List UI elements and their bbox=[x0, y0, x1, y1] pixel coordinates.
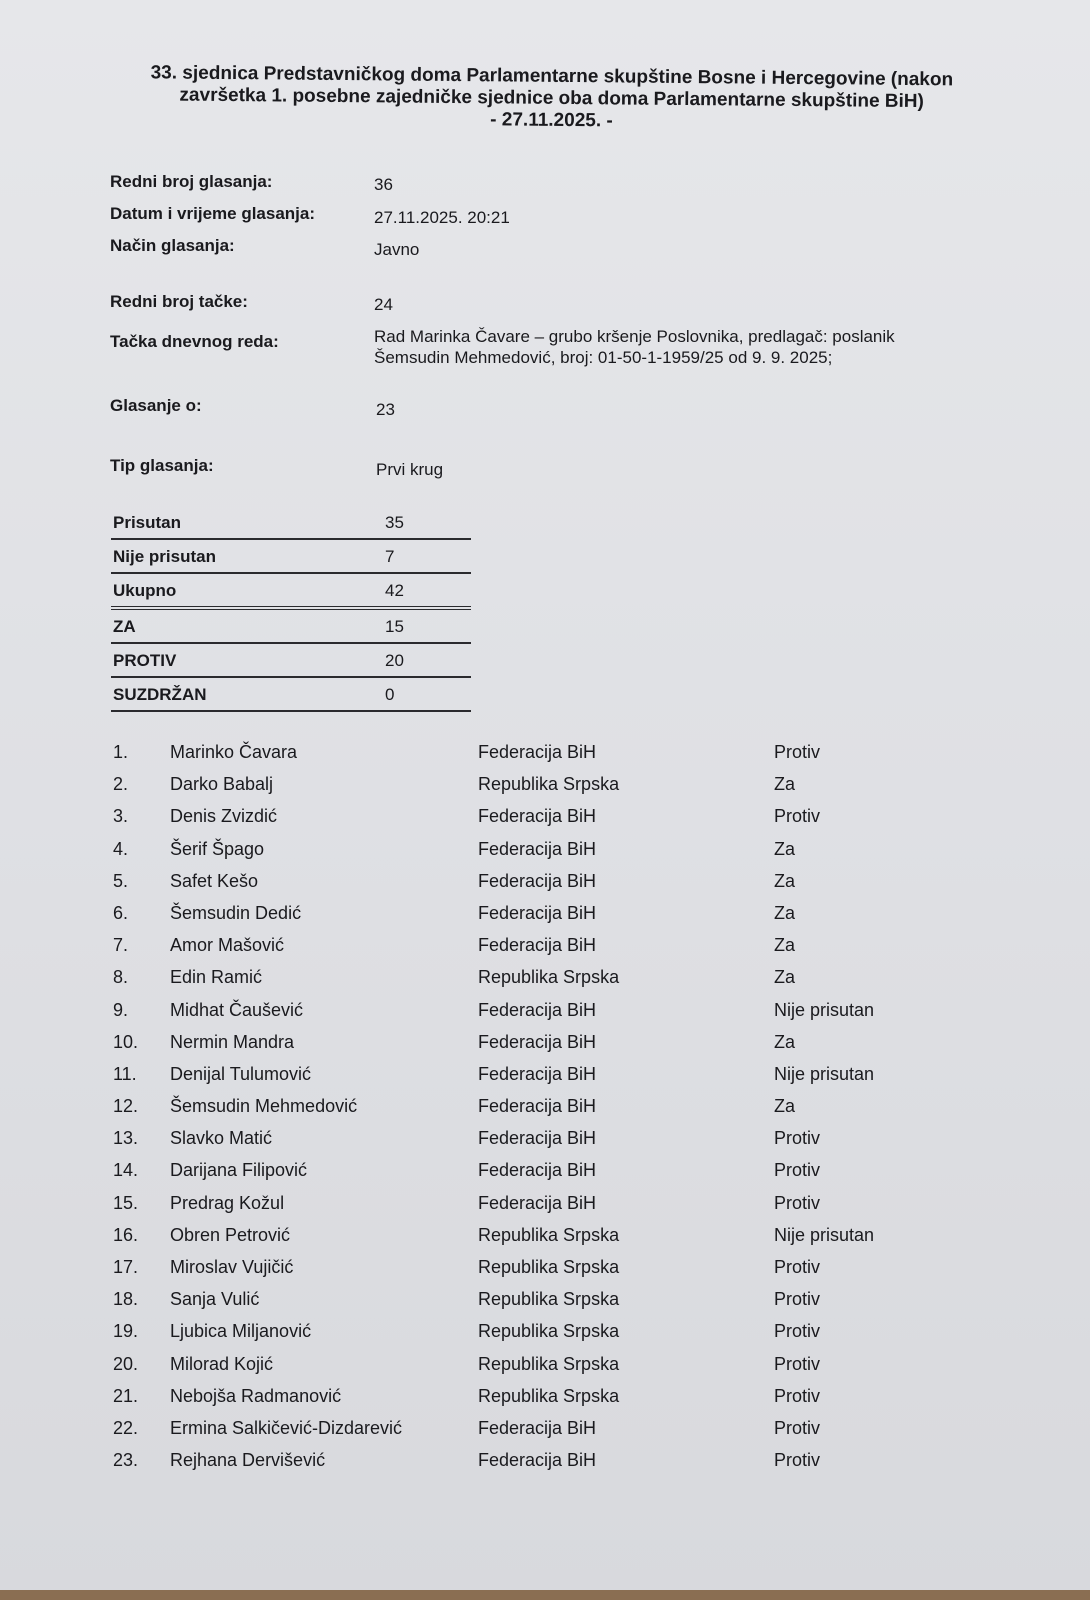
deputy-vote: Za bbox=[774, 1096, 796, 1117]
totals-value: 20 bbox=[385, 651, 404, 670]
deputy-vote: Protiv bbox=[774, 1289, 821, 1310]
deputy-vote: Protiv bbox=[774, 1417, 821, 1438]
vote-number: 19. bbox=[113, 1321, 139, 1342]
meta-value: 36 bbox=[374, 175, 393, 194]
vote-number: 3. bbox=[113, 806, 129, 827]
vote-number: 15. bbox=[113, 1192, 139, 1213]
meta-value: Javno bbox=[374, 240, 420, 259]
meta-value bbox=[374, 326, 895, 368]
vote-number: 7. bbox=[113, 935, 129, 956]
meta-value: 23 bbox=[376, 400, 395, 419]
deputy-vote: Za bbox=[774, 935, 796, 956]
deputy-entity: Federacija BiH bbox=[478, 870, 597, 891]
deputy-entity: Federacija BiH bbox=[478, 806, 597, 827]
vote-row bbox=[110, 1418, 1010, 1450]
deputy-name: Obren Petrović bbox=[170, 1224, 291, 1245]
totals-label: Nije prisutan bbox=[113, 547, 216, 566]
vote-row bbox=[110, 935, 1010, 967]
meta-label: Glasanje o: bbox=[110, 396, 202, 415]
deputy-entity: Republika Srpska bbox=[478, 967, 620, 988]
vote-number: 9. bbox=[113, 999, 129, 1020]
totals-label: ZA bbox=[113, 617, 136, 636]
deputy-entity: Republika Srpska bbox=[478, 1289, 620, 1310]
vote-number: 12. bbox=[113, 1096, 139, 1117]
vote-row bbox=[110, 871, 1010, 903]
deputy-entity: Federacija BiH bbox=[478, 1063, 597, 1084]
vote-row bbox=[110, 742, 1010, 774]
vote-row bbox=[110, 1354, 1010, 1386]
vote-row bbox=[110, 806, 1010, 838]
deputy-entity: Federacija BiH bbox=[478, 999, 597, 1020]
vote-number: 11. bbox=[113, 1063, 137, 1084]
vote-row bbox=[110, 1257, 1010, 1289]
vote-number: 20. bbox=[113, 1353, 139, 1374]
deputy-vote: Protiv bbox=[774, 1257, 821, 1277]
deputy-name: Denijal Tulumović bbox=[170, 1063, 312, 1084]
deputy-name: Predrag Kožul bbox=[170, 1192, 285, 1213]
meta-label: Tačka dnevnog reda: bbox=[110, 332, 279, 351]
deputy-name: Midhat Čaušević bbox=[170, 999, 304, 1020]
totals-row bbox=[111, 644, 471, 678]
vote-row bbox=[110, 1000, 1010, 1032]
vote-row bbox=[110, 1128, 1010, 1160]
deputy-entity: Federacija BiH bbox=[478, 742, 597, 762]
deputy-vote: Protiv bbox=[774, 1160, 821, 1181]
meta-label: Redni broj tačke: bbox=[110, 292, 248, 311]
vote-row bbox=[110, 774, 1010, 806]
vote-row bbox=[110, 1450, 1010, 1482]
vote-number: 21. bbox=[113, 1385, 139, 1406]
deputy-vote: Za bbox=[774, 838, 796, 859]
deputy-name: Denis Zvizdić bbox=[170, 806, 278, 827]
deputy-name: Edin Ramić bbox=[170, 967, 263, 988]
deputy-vote: Protiv bbox=[774, 1192, 821, 1213]
vote-row bbox=[110, 1386, 1010, 1418]
deputy-name: Milorad Kojić bbox=[170, 1353, 274, 1374]
vote-row bbox=[110, 967, 1010, 999]
deputy-entity: Federacija BiH bbox=[478, 935, 597, 956]
deputy-vote: Protiv bbox=[774, 1385, 821, 1406]
table-edge bbox=[0, 1590, 1090, 1600]
header-line-3: - 27.11.2025. - bbox=[490, 109, 613, 132]
vote-number: 23. bbox=[113, 1450, 139, 1471]
totals-row bbox=[111, 678, 471, 712]
totals-label: PROTIV bbox=[113, 651, 177, 670]
totals-value: 7 bbox=[385, 547, 395, 566]
deputy-name: Ljubica Miljanović bbox=[170, 1321, 312, 1342]
agenda-line-1: Rad Marinka Čavare – grubo kršenje Poslovnika, predlagač: poslanik bbox=[374, 327, 895, 346]
deputy-entity: Federacija BiH bbox=[478, 1450, 597, 1471]
deputy-name: Šemsudin Mehmedović bbox=[170, 1096, 358, 1117]
deputy-name: Šerif Špago bbox=[170, 838, 265, 859]
deputy-vote: Protiv bbox=[774, 806, 821, 827]
vote-number: 6. bbox=[113, 902, 129, 923]
deputy-name: Sanja Vulić bbox=[170, 1289, 260, 1310]
vote-row bbox=[110, 1160, 1010, 1192]
totals-row bbox=[111, 610, 471, 644]
meta-label: Redni broj glasanja: bbox=[110, 172, 273, 191]
deputy-entity: Republika Srpska bbox=[478, 1321, 620, 1342]
vote-row bbox=[110, 1096, 1010, 1128]
meta-value: 24 bbox=[374, 295, 393, 314]
totals-value: 35 bbox=[385, 513, 404, 532]
deputy-vote: Za bbox=[774, 967, 796, 988]
header-line-1: 33. sjednica Predstavničkog doma Parlamentarne skupštine Bosne i Hercegovine (nakon bbox=[150, 62, 954, 91]
deputy-vote: Nije prisutan bbox=[774, 1063, 875, 1084]
deputy-entity: Federacija BiH bbox=[478, 1096, 597, 1117]
deputy-entity: Federacija BiH bbox=[478, 1417, 597, 1438]
vote-row bbox=[110, 1321, 1010, 1353]
meta-label: Način glasanja: bbox=[110, 236, 235, 255]
deputy-name: Darko Babalj bbox=[170, 774, 274, 795]
deputy-name: Safet Kešo bbox=[170, 870, 259, 891]
deputy-name: Nermin Mandra bbox=[170, 1031, 295, 1052]
deputy-vote: Za bbox=[774, 774, 796, 795]
vote-row bbox=[110, 1193, 1010, 1225]
deputy-entity: Federacija BiH bbox=[478, 1128, 597, 1149]
vote-row bbox=[110, 1289, 1010, 1321]
vote-row bbox=[110, 1064, 1010, 1096]
totals-table bbox=[111, 513, 471, 712]
vote-row bbox=[110, 1225, 1010, 1257]
vote-number: 10. bbox=[113, 1031, 139, 1052]
deputy-vote: Za bbox=[774, 870, 796, 891]
deputy-entity: Republika Srpska bbox=[478, 1385, 620, 1406]
deputy-entity: Republika Srpska bbox=[478, 1257, 620, 1277]
meta-label: Tip glasanja: bbox=[110, 456, 214, 475]
vote-number: 8. bbox=[113, 967, 129, 988]
deputy-vote: Protiv bbox=[774, 1450, 821, 1471]
deputy-name: Miroslav Vujičić bbox=[170, 1257, 294, 1277]
vote-row bbox=[110, 839, 1010, 871]
vote-number: 16. bbox=[113, 1224, 139, 1245]
vote-number: 22. bbox=[113, 1417, 139, 1438]
vote-number: 4. bbox=[113, 838, 129, 859]
vote-number: 18. bbox=[113, 1289, 139, 1310]
deputy-name: Rejhana Dervišević bbox=[170, 1450, 326, 1471]
deputy-entity: Federacija BiH bbox=[478, 1192, 597, 1213]
deputy-entity: Federacija BiH bbox=[478, 902, 597, 923]
vote-number: 5. bbox=[113, 870, 129, 891]
totals-label: SUZDRŽAN bbox=[113, 685, 207, 704]
vote-number: 1. bbox=[113, 742, 129, 762]
meta-value: Prvi krug bbox=[376, 460, 444, 479]
vote-row bbox=[110, 1032, 1010, 1064]
deputy-name: Šemsudin Dedić bbox=[170, 902, 302, 923]
deputy-vote: Nije prisutan bbox=[774, 999, 875, 1020]
deputy-name: Nebojša Radmanović bbox=[170, 1385, 342, 1406]
deputy-vote: Protiv bbox=[774, 1321, 821, 1342]
deputy-name: Slavko Matić bbox=[170, 1128, 273, 1149]
deputy-vote: Protiv bbox=[774, 1353, 821, 1374]
totals-value: 0 bbox=[385, 685, 395, 704]
totals-label: Ukupno bbox=[113, 581, 177, 600]
vote-number: 14. bbox=[113, 1160, 139, 1181]
deputy-entity: Federacija BiH bbox=[478, 1031, 597, 1052]
totals-row bbox=[111, 540, 471, 574]
totals-label: Prisutan bbox=[113, 513, 182, 532]
vote-number: 17. bbox=[113, 1257, 139, 1277]
agenda-line-2: Šemsudin Mehmedović, broj: 01-50-1-1959/25 od 9. 9. 2025; bbox=[374, 348, 833, 367]
vote-number: 13. bbox=[113, 1128, 139, 1149]
deputy-name: Darijana Filipović bbox=[170, 1160, 308, 1181]
deputy-vote: Za bbox=[774, 1031, 796, 1052]
vote-row bbox=[110, 903, 1010, 935]
deputy-entity: Republika Srpska bbox=[478, 1224, 620, 1245]
meta-value: 27.11.2025. 20:21 bbox=[374, 208, 510, 227]
deputy-vote: Za bbox=[774, 902, 796, 923]
deputy-vote: Protiv bbox=[774, 742, 821, 762]
vote-number: 2. bbox=[113, 774, 129, 795]
deputy-vote: Protiv bbox=[774, 1128, 821, 1149]
header-line-2: završetka 1. posebne zajedničke sjednice oba doma Parlamentarne skupštine BiH) bbox=[179, 84, 924, 113]
document-header bbox=[111, 62, 992, 136]
totals-value: 15 bbox=[385, 617, 404, 636]
deputy-entity: Federacija BiH bbox=[478, 838, 597, 859]
deputy-name: Ermina Salkičević-Dizdarević bbox=[170, 1417, 403, 1438]
deputy-entity: Federacija BiH bbox=[478, 1160, 597, 1181]
totals-value: 42 bbox=[385, 581, 404, 600]
deputy-entity: Republika Srpska bbox=[478, 1353, 620, 1374]
deputy-vote: Nije prisutan bbox=[774, 1224, 875, 1245]
totals-row bbox=[111, 574, 471, 610]
deputy-name: Amor Mašović bbox=[170, 935, 285, 956]
deputy-entity: Republika Srpska bbox=[478, 774, 620, 795]
meta-label: Datum i vrijeme glasanja: bbox=[110, 204, 316, 223]
deputy-name: Marinko Čavara bbox=[170, 742, 298, 762]
votes-list bbox=[110, 742, 1010, 1482]
totals-row bbox=[111, 506, 471, 540]
